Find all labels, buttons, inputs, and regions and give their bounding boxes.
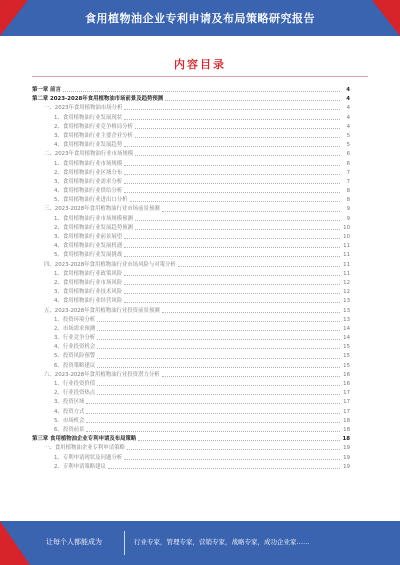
toc-entry[interactable] [32,261,350,270]
toc-entry-title: 3、行业竞争分析 [54,335,96,342]
toc-leader-dots [138,440,340,441]
toc-entry-page: 13 [343,316,350,323]
toc-entry-title: 2、食用植物油行业市场风险 [54,279,123,286]
toc-entry-page: 7 [346,178,350,185]
toc-entry-title: 第三章 食用植物油企业专利申请及布局策略 [32,436,137,443]
toc-entry-title: 3、投资区域 [54,399,85,406]
toc-entry-page: 17 [343,390,350,397]
toc-entry-title: 1、食用植物油行业发展现状 [54,114,123,121]
toc-entry[interactable] [32,215,350,224]
toc-entry-page: 7 [346,169,350,176]
toc-entry-page: 15 [343,362,350,369]
toc-entry-title: 2、食用植物油行业区域分布 [54,169,123,176]
toc-entry[interactable] [32,389,350,398]
toc-entry-title: 5、市场机会 [54,417,85,424]
toc-entry-title: 5、食用植物油行业进出口分析 [54,197,128,204]
toc-leader-dots [165,100,340,101]
toc-entry-title: 3、食用植物油行业技术风险 [54,289,123,296]
toc-entry[interactable] [32,352,350,361]
toc-entry-title: 三、2023-2028年食用植物油行业市场前景预测 [44,206,160,213]
toc-entry-page: 18 [343,417,350,424]
footer-services: 行业专家，管理专家，营销专家，战略专家，成功企业家…… [134,538,310,546]
toc-entry-title: 2、行业投资热点 [54,390,96,397]
footer-red-corner [0,521,30,565]
toc-entry[interactable] [32,123,350,132]
toc-heading-divider [32,76,368,77]
toc-entry-page: 6 [346,151,350,158]
toc-entry-page: 8 [346,197,350,204]
toc-entry[interactable] [32,435,350,444]
toc-entry[interactable] [32,150,350,159]
toc-leader-dots [124,174,340,175]
toc-entry-title: 1、食用植物油行业政策风险 [54,270,123,277]
toc-entry[interactable] [32,270,350,279]
toc-entry-title: 1、投资环境分析 [54,316,96,323]
toc-entry[interactable] [32,178,350,187]
toc-leader-dots [135,155,340,156]
toc-entry[interactable] [32,371,350,380]
toc-entry-title: 1、食用植物油行业市场规模预测 [54,215,133,222]
toc-entry[interactable] [32,334,350,343]
toc-entry-page: 11 [343,270,350,277]
toc-leader-dots [162,376,340,377]
toc-entry-page: 17 [343,408,350,415]
report-footer-banner [0,521,400,565]
toc-entry-title: 第二章 2023-2028年食用植物油市场前景及趋势预测 [32,96,164,103]
toc-entry-title: 4、食用植物油行业供给分析 [54,188,123,195]
toc-leader-dots [97,348,340,349]
toc-leader-dots [124,256,340,257]
toc-entry-title: 5、食用植物油行业发展挑战 [54,252,123,259]
toc-entry[interactable] [32,169,350,178]
toc-entry-page: 11 [343,261,350,268]
toc-entry-title: 3、食用植物油行业需求分析 [54,178,123,185]
toc-leader-dots [86,413,340,414]
toc-entry-page: 4 [346,123,350,130]
toc-entry[interactable] [32,224,350,233]
toc-leader-dots [124,146,340,147]
toc-entry[interactable] [32,132,350,141]
toc-leader-dots [135,229,340,230]
toc-entry-title: 2、食用植物油行业发展趋势预测 [54,224,133,231]
toc-entry-title: 4、行业投资机会 [54,344,96,351]
toc-leader-dots [97,385,340,386]
toc-entry-page: 17 [343,399,350,406]
toc-entry[interactable] [32,251,350,260]
toc-entry-title: 2、市场需求预测 [54,325,96,332]
toc-entry-title: 4、食用植物油行业发展趋势 [54,142,123,149]
toc-entry-page: 5 [346,142,350,149]
toc-entry[interactable] [32,325,350,334]
toc-leader-dots [162,312,340,313]
table-of-contents [32,86,350,472]
toc-entry-title: 五、2023-2028年食用植物油行业投资前景预测 [44,307,160,314]
toc-leader-dots [124,302,340,303]
toc-entry-page: 18 [343,426,350,433]
footer-slogan: 让每个人都能成为 [46,538,102,546]
toc-entry-page: 12 [343,289,350,296]
toc-leader-dots [127,449,340,450]
toc-entry-page: 15 [343,353,350,360]
toc-leader-dots [135,128,340,129]
toc-entry-page: 10 [343,234,350,240]
toc-entry-page: 4 [346,87,350,93]
toc-leader-dots [97,358,340,359]
toc-entry-title: 6、投资策略建议 [54,362,96,369]
toc-leader-dots [124,238,340,239]
toc-entry-title: 4、投资方式 [54,408,85,415]
toc-entry-page: 10 [343,224,350,231]
toc-entry[interactable] [32,362,350,371]
toc-entry[interactable] [32,288,350,297]
toc-entry-title: 1、食用植物油行业市场规模 [54,160,123,167]
toc-leader-dots [124,192,340,193]
toc-leader-dots [130,201,340,202]
toc-entry[interactable] [32,104,350,113]
toc-entry[interactable] [32,454,350,463]
toc-entry-title: 4、食用植物油行业经营风险 [54,298,123,305]
toc-entry[interactable] [32,444,350,453]
toc-leader-dots [86,431,340,432]
toc-entry[interactable] [32,196,350,205]
toc-entry[interactable] [32,426,350,435]
toc-entry[interactable] [32,187,350,196]
toc-entry-page: 19 [343,454,350,461]
toc-entry[interactable] [32,86,350,95]
toc-leader-dots [124,247,340,248]
toc-entry[interactable] [32,398,350,407]
toc-entry[interactable] [32,114,350,123]
toc-entry[interactable] [32,408,350,417]
toc-entry-page: 13 [343,307,350,314]
toc-entry[interactable] [32,279,350,288]
toc-entry-page: 4 [346,105,350,112]
toc-entry-title: 1、专利申请现状及问题分析 [54,454,123,461]
toc-leader-dots [124,459,340,460]
toc-entry-page: 9 [346,215,350,222]
toc-entry-title: 第一章 前言 [32,87,61,93]
toc-leader-dots [162,211,340,212]
toc-entry-title: 3、食用植物油行业前景展望 [54,234,123,240]
toc-entry[interactable] [32,233,350,242]
toc-entry-page: 12 [343,279,350,286]
toc-entry-page: 4 [346,114,350,121]
toc-leader-dots [124,165,340,166]
toc-entry-title: 1、行业投资价值 [54,381,96,387]
toc-entry[interactable] [32,417,350,426]
toc-entry-page: 15 [343,344,350,351]
toc-entry-title: 一、2023年食用植物油市场分析 [44,105,123,112]
toc-leader-dots [97,321,340,322]
toc-entry[interactable] [32,343,350,352]
toc-entry[interactable] [32,141,350,150]
toc-entry-page: 14 [343,325,350,332]
toc-leader-dots [97,339,340,340]
toc-leader-dots [135,220,340,221]
toc-leader-dots [86,403,340,404]
toc-entry[interactable] [32,316,350,325]
toc-entry-title: 2、专利申请策略建议 [54,463,106,470]
toc-leader-dots [124,293,340,294]
toc-entry[interactable] [32,307,350,316]
toc-entry-title: 一、食用植物油企业专利申请策略 [44,445,125,452]
toc-leader-dots [124,183,340,184]
toc-entry-page: 14 [343,335,350,342]
toc-entry-title: 二、2023年食用植物油行业市场规模 [44,151,134,158]
toc-leader-dots [86,422,340,423]
toc-entry-page: 16 [343,381,350,387]
toc-entry[interactable] [32,205,350,214]
toc-entry-page: 19 [343,445,350,452]
toc-entry-page: 5 [346,132,350,139]
toc-entry-page: 11 [343,252,350,259]
footer-divider [124,531,125,555]
toc-entry-title: 六、2023-2028年食用植物油行业投资潜力分析 [44,371,160,378]
toc-heading: 内容目录 [174,58,226,71]
toc-entry[interactable] [32,380,350,389]
report-header-banner [0,0,400,36]
toc-entry-page: 8 [346,188,350,195]
toc-entry-page: 16 [343,371,350,378]
toc-entry-page: 9 [346,206,350,213]
toc-entry-page: 13 [343,298,350,305]
toc-leader-dots [124,109,340,110]
toc-entry[interactable] [32,463,350,472]
toc-entry-page: 6 [346,160,350,167]
toc-leader-dots [97,394,340,395]
toc-entry[interactable] [32,160,350,169]
toc-entry[interactable] [32,95,350,104]
report-title: 食用植物油企业专利申请及布局策略研究报告 [85,12,315,25]
toc-leader-dots [97,330,340,331]
toc-leader-dots [178,266,340,267]
toc-entry-title: 四、2023-2028年食用植物油行业市场风险与对策分析 [44,261,176,268]
toc-entry-title: 4、食用植物油行业发展机遇 [54,243,123,250]
toc-entry-title: 3、食用植物油行业主要企业分析 [54,132,133,139]
toc-entry-title: 5、投资风险预警 [54,353,96,360]
toc-entry-page: 18 [342,436,350,443]
toc-leader-dots [63,91,340,92]
toc-entry-title: 6、投资前景 [54,426,85,433]
toc-entry-page: 4 [346,96,350,103]
toc-leader-dots [124,275,340,276]
toc-leader-dots [135,137,340,138]
toc-entry-title: 2、食用植物油行业竞争格局分析 [54,123,133,130]
toc-entry-page: 11 [343,243,350,250]
toc-leader-dots [124,119,340,120]
toc-entry[interactable] [32,242,350,251]
toc-entry-page: 19 [343,463,350,470]
toc-leader-dots [108,468,340,469]
toc-leader-dots [97,367,340,368]
toc-entry[interactable] [32,297,350,306]
toc-leader-dots [124,284,340,285]
